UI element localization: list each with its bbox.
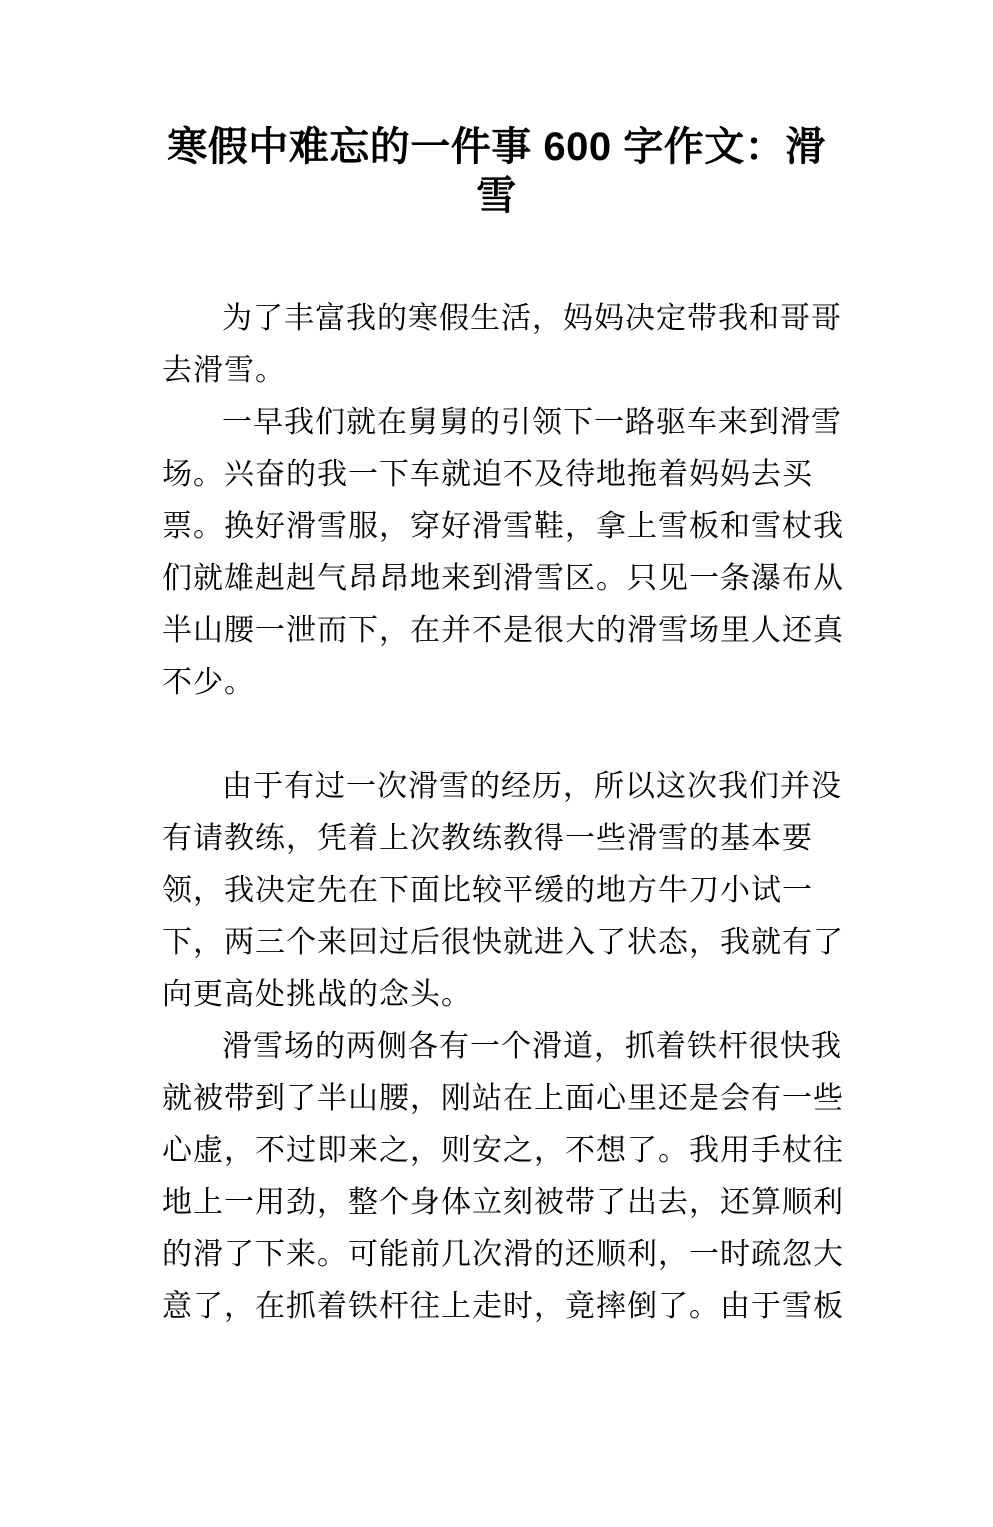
paragraph-2: 一早我们就在舅舅的引领下一路驱车来到滑雪场。兴奋的我一下车就迫不及待地拖着妈妈去买票。换好滑雪服，穿好滑雪鞋，拿上雪板和雪杖我们就雄赳赳气昂昂地来到滑雪区。只见一条瀑布从半山腰一泄而下，在并不是很大的滑雪场里人还真不少。 xyxy=(162,406,844,699)
document-page xyxy=(0,123,993,1527)
paragraph-3: 由于有过一次滑雪的经历，所以这次我们并没有请教练，凭着上次教练教得一些滑雪的基本要领，我决定先在下面比较平缓的地方牛刀小试一下，两三个来回过后很快就进入了状态，我就有了向更高处挑战的念头。 xyxy=(162,770,844,1011)
document-title: 寒假中难忘的一件事 600 字作文：滑雪 xyxy=(167,125,826,218)
paragraph-4: 滑雪场的两侧各有一个滑道，抓着铁杆很快我就被带到了半山腰，刚站在上面心里还是会有一些心虚，不过即来之，则安之，不想了。我用手杖往地上一用劲，整个身体立刻被带了出去，还算顺利的滑了下来。可能前几次滑的还顺利，一时疏忽大意了，在抓着铁杆往上走时，竟摔倒了。由于雪板 xyxy=(162,1030,844,1323)
document-body xyxy=(162,293,854,1333)
paragraph-1: 为了丰富我的寒假生活，妈妈决定带我和哥哥去滑雪。 xyxy=(162,302,842,387)
